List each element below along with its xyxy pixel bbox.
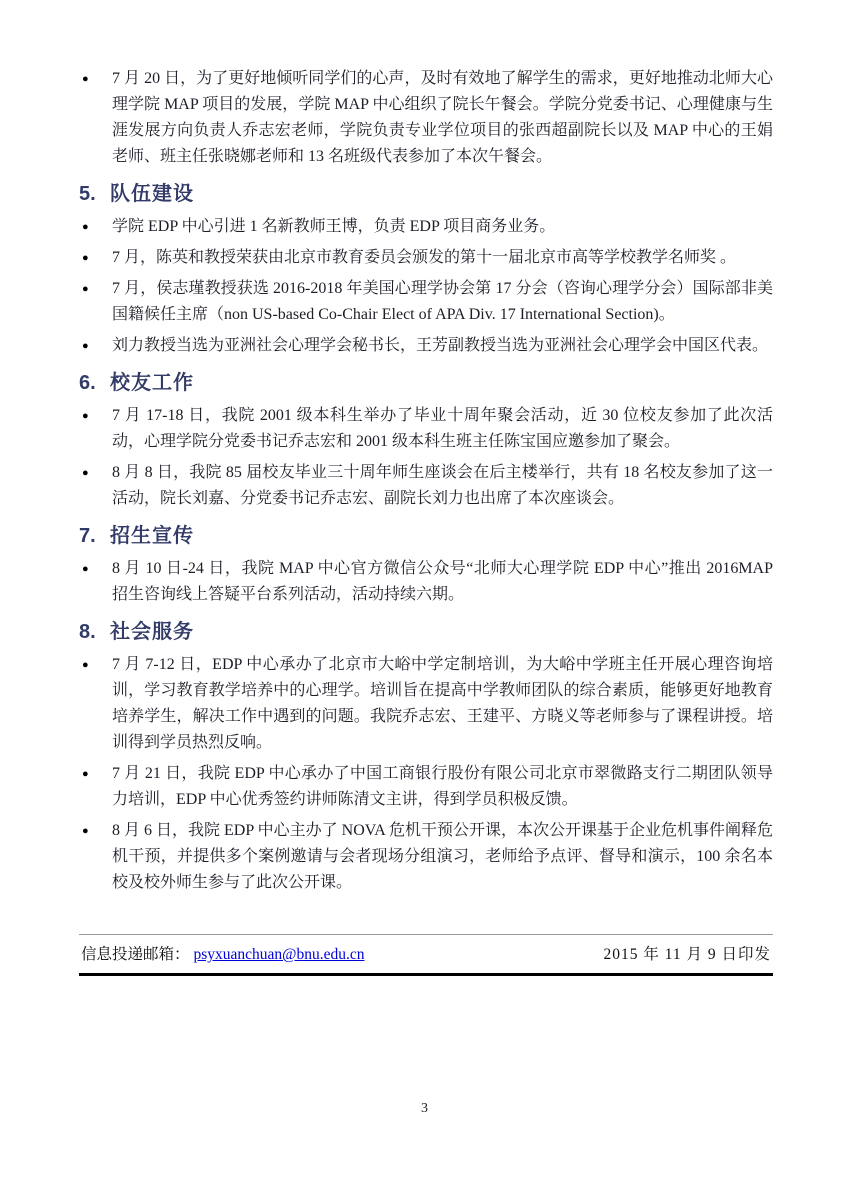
heading-number: 5. bbox=[79, 183, 96, 205]
section-bullet-list bbox=[79, 556, 773, 608]
bullet-icon: ● bbox=[82, 467, 89, 479]
heading-title: 招生宣传 bbox=[110, 525, 194, 547]
heading-title: 队伍建设 bbox=[110, 183, 194, 205]
bullet-text: 7 月 20 日，为了更好地倾听同学们的心声，及时有效地了解学生的需求，更好地推动北师大心理学院 MAP 项目的发展，学院 MAP 中心组织了院长午餐会。学院分党委书记、心理健康与生涯发展方向负责人乔志宏老师，学院负责专业学位项目的张西超副院长以及 MAP 中心的王娟老师、班主任张晓娜老师和 13 名班级代表参加了本次午餐会。 bbox=[112, 70, 773, 165]
bullet-text: 学院 EDP 中心引进 1 名新教师王博，负责 EDP 项目商务业务。 bbox=[112, 218, 556, 235]
list-item bbox=[79, 276, 773, 328]
section-heading-social-service bbox=[79, 619, 773, 645]
footer-label: 信息投递邮箱： bbox=[81, 946, 190, 963]
list-item bbox=[79, 556, 773, 608]
section-bullet-list bbox=[79, 652, 773, 896]
section-heading-alumni-work bbox=[79, 370, 773, 396]
bullet-text: 7 月 17-18 日，我院 2001 级本科生举办了毕业十周年聚会活动，近 30 位校友参加了此次活动，心理学院分党委书记乔志宏和 2001 级本科生班主任陈宝国应邀参加了聚会。 bbox=[112, 407, 773, 450]
footer-row bbox=[79, 935, 773, 973]
list-item bbox=[79, 333, 773, 359]
email-link[interactable]: psyxuanchuan@bnu.edu.cn bbox=[193, 946, 365, 963]
bullet-icon: ● bbox=[82, 825, 89, 837]
list-item bbox=[79, 245, 773, 271]
list-item bbox=[79, 403, 773, 455]
bullet-text: 8 月 8 日，我院 85 届校友毕业三十周年师生座谈会在后主楼举行，共有 18 名校友参加了这一活动，院长刘嘉、分党委书记乔志宏、副院长刘力也出席了本次座谈会。 bbox=[112, 464, 773, 507]
footer-divider-thick bbox=[79, 973, 773, 976]
list-item bbox=[79, 214, 773, 240]
heading-number: 7. bbox=[79, 525, 96, 547]
bullet-icon: ● bbox=[82, 283, 89, 295]
list-item bbox=[79, 652, 773, 756]
document-content bbox=[79, 66, 773, 901]
bullet-text: 7 月 21 日，我院 EDP 中心承办了中国工商银行股份有限公司北京市翠微路支行二期团队领导力培训，EDP 中心优秀签约讲师陈清文主讲，得到学员积极反馈。 bbox=[112, 765, 773, 808]
bullet-icon: ● bbox=[82, 221, 89, 233]
heading-number: 8. bbox=[79, 621, 96, 643]
list-item bbox=[79, 761, 773, 813]
bullet-icon: ● bbox=[82, 659, 89, 671]
bullet-text: 7 月，侯志瑾教授获选 2016-2018 年美国心理学协会第 17 分会（咨询心理学分会）国际部非美国籍候任主席（non US-based Co-Chair Elect of APA Div. 17 International Section)。 bbox=[112, 280, 773, 323]
bullet-text: 8 月 6 日，我院 EDP 中心主办了 NOVA 危机干预公开课，本次公开课基于企业危机事件阐释危机干预，并提供多个案例邀请与会者现场分组演习，老师给予点评、督导和演示，100 余名本校及校外师生参与了此次公开课。 bbox=[112, 822, 773, 891]
bullet-text: 7 月 7-12 日，EDP 中心承办了北京市大峪中学定制培训，为大峪中学班主任开展心理咨询培训，学习教育教学培养中的心理学。培训旨在提高中学教师团队的综合素质，能够更好地教育培养学生，解决工作中遇到的问题。我院乔志宏、王建平、方晓义等老师参与了课程讲授。培训得到学员热烈反响。 bbox=[112, 656, 773, 751]
bullet-icon: ● bbox=[82, 73, 89, 85]
section-heading-team-building bbox=[79, 181, 773, 207]
section-bullet-list bbox=[79, 214, 773, 359]
bullet-text: 8 月 10 日-24 日，我院 MAP 中心官方微信公众号“北师大心理学院 EDP 中心”推出 2016MAP 招生咨询线上答疑平台系列活动，活动持续六期。 bbox=[112, 560, 773, 603]
bullet-text: 7 月，陈英和教授荣获由北京市教育委员会颁发的第十一届北京市高等学校教学名师奖 。 bbox=[112, 249, 737, 266]
heading-title: 校友工作 bbox=[110, 372, 194, 394]
bullet-icon: ● bbox=[82, 563, 89, 575]
bullet-icon: ● bbox=[82, 768, 89, 780]
section-bullet-list bbox=[79, 403, 773, 512]
heading-number: 6. bbox=[79, 372, 96, 394]
list-item bbox=[79, 66, 773, 170]
bullet-text: 刘力教授当选为亚洲社会心理学会秘书长，王芳副教授当选为亚洲社会心理学会中国区代表。 bbox=[112, 337, 769, 354]
footer-contact bbox=[81, 942, 364, 964]
print-date: 2015 年 11 月 9 日印发 bbox=[603, 946, 771, 963]
list-item bbox=[79, 460, 773, 512]
list-item bbox=[79, 818, 773, 896]
section-heading-admissions-publicity bbox=[79, 523, 773, 549]
bullet-icon: ● bbox=[82, 252, 89, 264]
bullet-icon: ● bbox=[82, 410, 89, 422]
footer bbox=[79, 934, 773, 976]
page-number: 3 bbox=[421, 1101, 428, 1116]
heading-title: 社会服务 bbox=[110, 621, 194, 643]
bullet-icon: ● bbox=[82, 340, 89, 352]
carryover-bullet-list bbox=[79, 66, 773, 170]
